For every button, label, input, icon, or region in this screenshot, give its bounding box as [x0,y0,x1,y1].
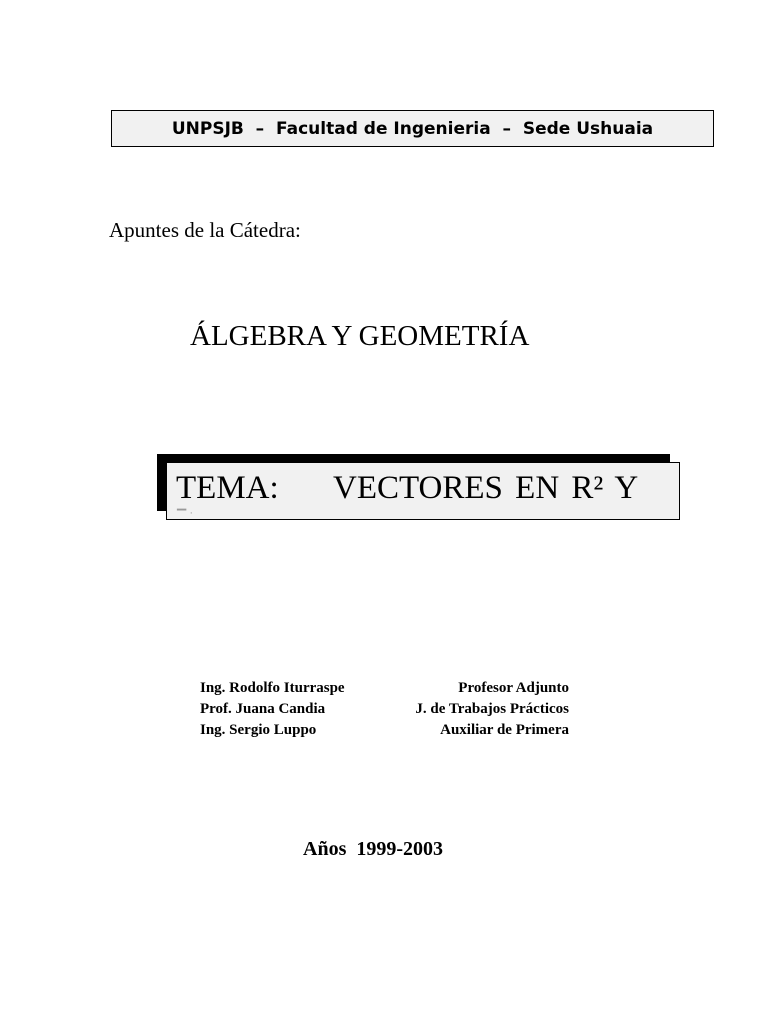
institution-header-text: UNPSJB – Facultad de Ingenieria – Sede Ushuaia [171,118,654,139]
credit-name: Ing. Sergio Luppo [200,722,317,738]
credit-role: Auxiliar de Primera [440,722,569,738]
credit-role: Profesor Adjunto [458,680,569,696]
credit-row [200,678,569,699]
topic-clipped-line-decoration: ▔ ˙ [177,509,194,520]
credit-row [200,699,569,720]
credit-name: Ing. Rodolfo Iturraspe [200,680,345,696]
subtitle: Apuntes de la Cátedra: [109,218,301,242]
topic-label: TEMA: [176,470,279,506]
credit-row [200,720,569,741]
institution-header [111,110,714,147]
topic-box [166,462,680,520]
main-title: ÁLGEBRA Y GEOMETRÍA [190,320,530,352]
years-range: Años 1999-2003 [303,838,444,860]
credits-list [200,678,569,741]
credit-name: Prof. Juana Candia [200,701,326,717]
topic-text: VECTORES EN R² Y [333,470,639,506]
credit-role: J. de Trabajos Prácticos [415,701,569,717]
